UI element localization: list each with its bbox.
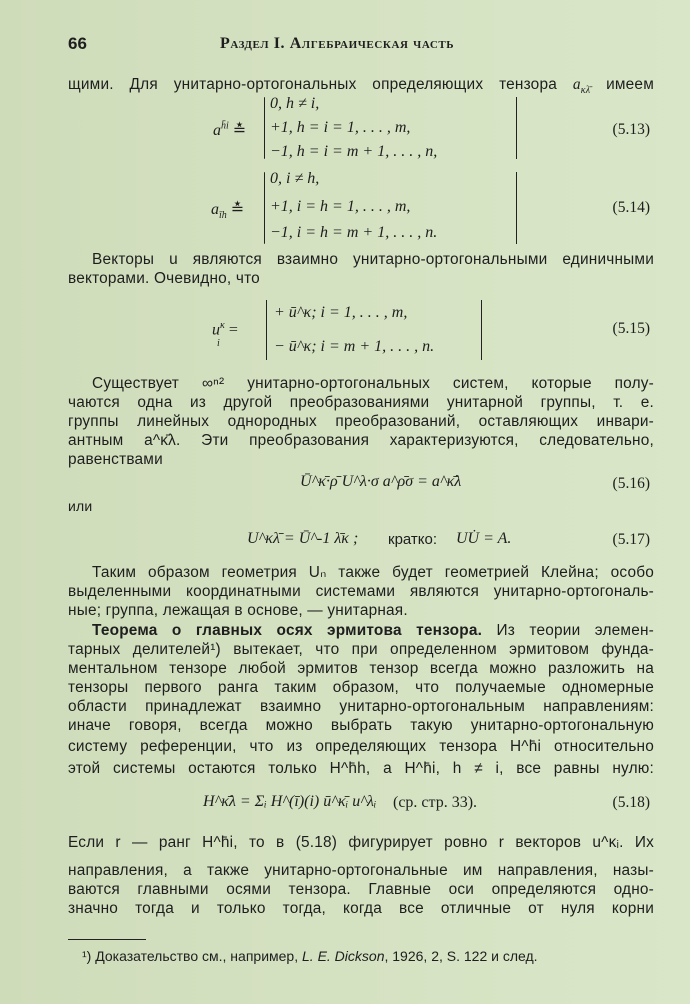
paragraph-line: векторами. Очевидно, что	[68, 270, 260, 287]
eq-number-5-14: (5.14)	[612, 199, 650, 216]
intro-tail: имеем	[606, 76, 654, 93]
eq-number-5-15: (5.15)	[612, 320, 650, 337]
eq-5-14-lhs: $a_{īh}$ ≛	[211, 201, 245, 222]
footnote-marker: ¹)	[82, 948, 92, 964]
paragraph-line: направления, а также унитарно-ортогональные им направления, назы-	[68, 862, 654, 879]
eq-5-17-brief-expr: UU̇ = A.	[456, 530, 512, 547]
paragraph-line: Таким образом геометрия Uₙ также будет геометрией Клейна; особо	[92, 564, 654, 581]
running-title: Раздел I. Алгебраическая часть	[220, 35, 455, 52]
footnote-rule	[68, 939, 146, 940]
eq-5-18-ref: (ср. стр. 33).	[393, 794, 478, 811]
paragraph-line: Существует ∞ⁿ² унитарно-ортогональных систем, которые полу-	[92, 375, 654, 392]
or-word: или	[68, 498, 93, 514]
paragraph-line: антным a^κ̄λ. Эти преобразования характеризуются, следовательно,	[68, 432, 654, 449]
paragraph-line: систему референции, что из определяющих тензора H^h̄i относительно	[68, 738, 654, 755]
paragraph-line: чаются одна из другой преобразованиями унитарной группы, т. е.	[68, 394, 654, 411]
paragraph-line: тензоры первого ранга таким образом, что получаемые одномерные	[68, 679, 654, 696]
paragraph-line: равенствами	[68, 451, 163, 468]
eq-5-13-case-3: −1, h = i = m + 1, . . . , n,	[270, 143, 438, 160]
paragraph-line: Векторы u являются взаимно унитарно-ортогональными единичными	[92, 251, 654, 268]
eq-number-5-17: (5.17)	[612, 531, 650, 548]
paragraph-line: этой системы остаются только H^h̄h, а H^h̄i, h ≠ i, все равны нулю:	[68, 760, 654, 777]
right-bar	[516, 172, 517, 244]
theorem-first-line: Теорема о главных осях эрмитова тензора. Из теории элемен-	[92, 622, 654, 639]
eq-5-17-expr: U^κλ̄ = Ū^-1 λ̄κ ;	[247, 530, 359, 547]
tensor-symbol: $a_{\kappa\lambdā}$	[572, 76, 591, 97]
paragraph-line: Если r — ранг H^h̄i, то в (5.18) фигурирует ровно r векторов u^κᵢ. Их	[68, 834, 654, 851]
intro-line	[68, 76, 654, 100]
paragraph-line: выделенными координатными системами являются унитарно-ортогональ-	[68, 583, 654, 600]
eq-5-18-expr: H^κ̄λ = Σᵢ H^(ī)(i) ū^κ̄ᵢ u^λᵢ	[203, 793, 377, 810]
footnote-author: L. E. Dickson	[302, 948, 385, 964]
eq-5-17-brief-label: кратко:	[388, 531, 438, 548]
eq-5-14-case-1: 0, i ≠ h,	[270, 170, 320, 187]
paragraph-line: тарных делителей¹) вытекает, что при определенном эрмитовом фунда-	[68, 641, 654, 658]
left-bar	[266, 300, 267, 360]
eq-number-5-13: (5.13)	[612, 121, 650, 138]
theorem-title: Теорема о главных осях эрмитова тензора.	[92, 622, 483, 639]
footnote: ¹) Доказательство см., например, L. E. Dickson, 1926, 2, S. 122 и след.	[82, 948, 538, 964]
page-number: 66	[68, 34, 87, 53]
intro-text: щими. Для унитарно-ортогональных определяющих тензора	[68, 76, 557, 93]
right-bar	[516, 97, 517, 159]
paragraph-line: ные; группа, лежащая в основе, — унитарная.	[68, 602, 408, 619]
eq-number-5-18: (5.18)	[612, 794, 650, 811]
paragraph-line: области принадлежат взаимно унитарно-ортогональным направлениям:	[68, 698, 654, 715]
eq-5-13-lhs: $a^{h̄i}$ ≛	[213, 120, 247, 139]
eq-5-15-case-2: − ū^κ; i = m + 1, . . . , n.	[274, 338, 435, 355]
paragraph-line: иначе говоря, всегда можно выбрать такую унитарно-ортогональную	[68, 717, 654, 734]
eq-5-14-case-3: −1, i = h = m + 1, . . . , n.	[270, 224, 438, 241]
left-brace	[264, 97, 265, 159]
eq-5-13-case-2: +1, h = i = 1, . . . , m,	[270, 119, 411, 136]
eq-5-13-case-1: 0, h ≠ i,	[270, 95, 320, 112]
eq-5-14-case-2: +1, i = h = 1, . . . , m,	[270, 198, 411, 215]
paragraph-line: группы линейных однородных преобразований, оставляющих инвари-	[68, 413, 654, 430]
eq-5-15-lhs: $u^\kappa$ =	[212, 320, 238, 339]
left-brace	[264, 172, 265, 244]
paragraph-line: значно тогда и только тогда, когда все отличные от нуля корни	[68, 900, 654, 917]
right-bar	[481, 300, 482, 360]
eq-5-15-case-1: + ū^κ; i = 1, . . . , m,	[274, 304, 408, 321]
eq-5-15-lhs-sub: i	[217, 338, 220, 349]
paragraph-line: ваются главными осями тензора. Главные оси определяются одно-	[68, 881, 654, 898]
equation-5-16: Ū^κ̄·ρ̄ U^λ·σ a^ρ̄σ = a^κ̄λ	[300, 473, 462, 490]
paragraph-line: ментальном тензоре любой эрмитов тензор всегда можно разложить на	[68, 660, 654, 677]
eq-number-5-16: (5.16)	[612, 475, 650, 492]
